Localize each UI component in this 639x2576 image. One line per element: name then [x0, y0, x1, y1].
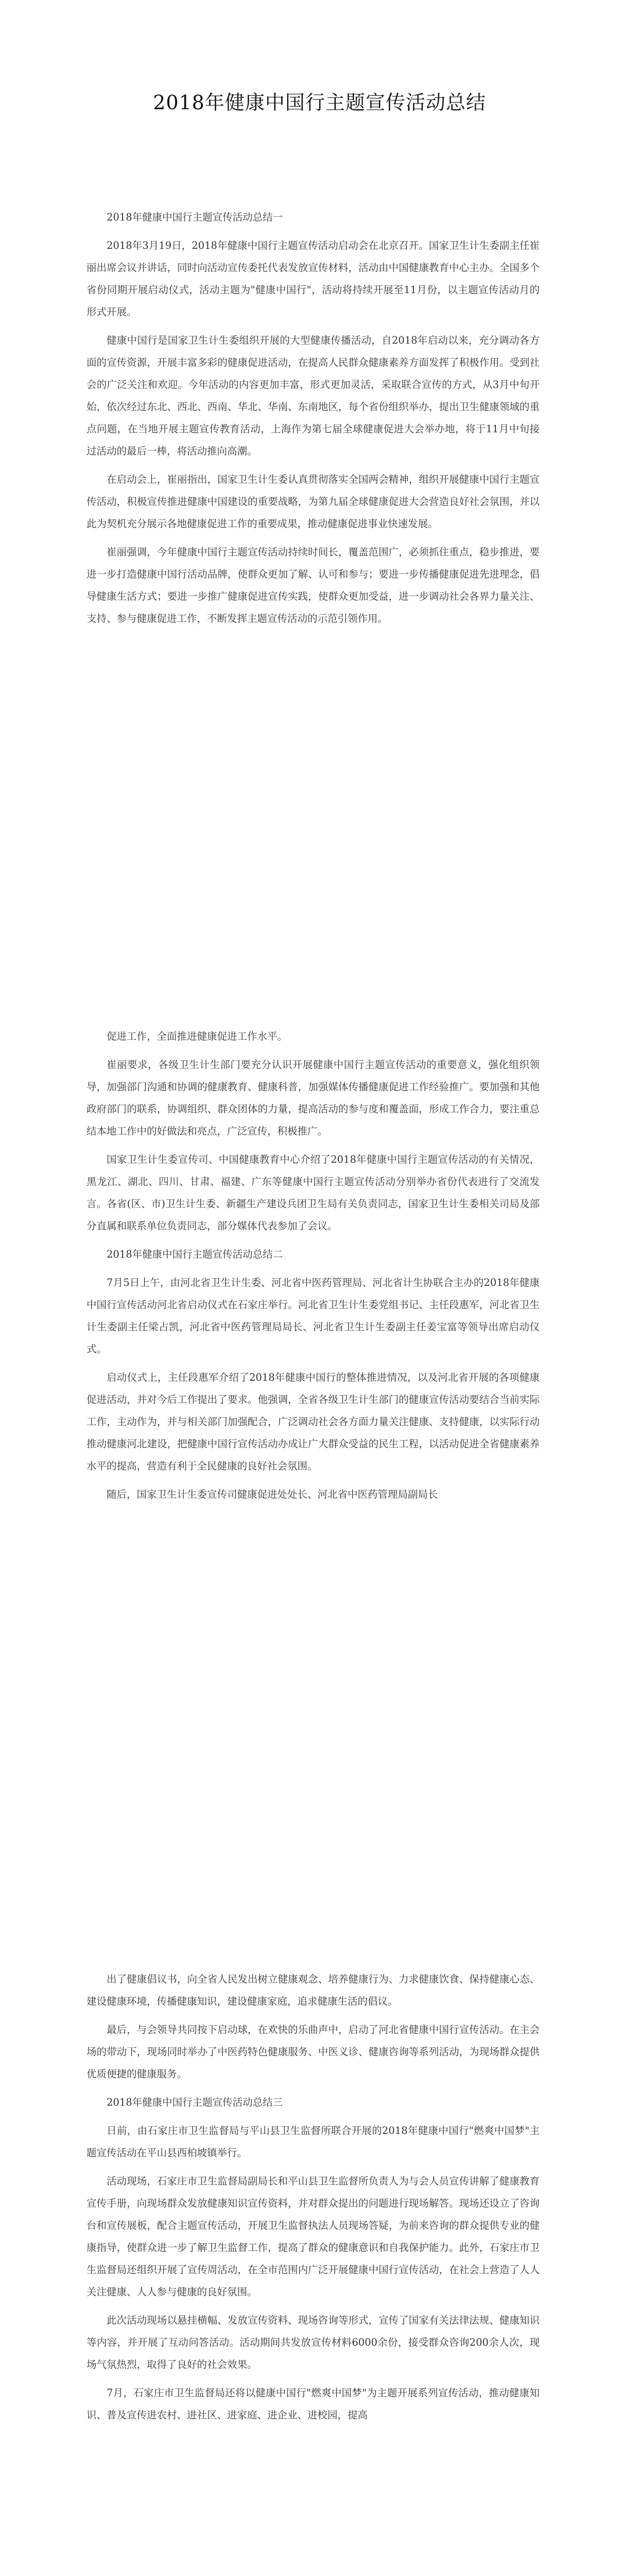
section-2-continued: [87, 1968, 540, 2432]
section-heading: 2018年健康中国行主题宣传活动总结一: [107, 211, 283, 223]
paragraph: 此次活动现场以悬挂横幅、发放宣传资料、现场咨询等形式，宣传了国家有关法律法规、健康知识等内容，并开展了互动问答活动。活动期间共发放宣传材料6000余份，接受群众咨询200余人次，现场气氛热烈，取得了良好的社会效果。: [87, 2314, 540, 2370]
paragraph: 国家卫生计生委宣传司、中国健康教育中心介绍了2018年健康中国行主题宣传活动的有关情况，黑龙江、湖北、四川、甘肃、福建、广东等健康中国行主题宣传活动分别举办省份代表进行了交流发言。各省(区、市)卫生计生委、新疆生产建设兵团卫生局有关负责同志，国家卫生计生委相关司局及部分直属和联系单位负责同志，部分媒体代表参加了会议。: [87, 1154, 540, 1232]
paragraph: 崔丽要求，各级卫生计生部门要充分认识开展健康中国行主题宣传活动的重要意义，强化组织领导，加强部门沟通和协调的健康教育、健康科普，加强媒体传播健康促进工作经验推广。要加强和其他政府部门的联系，协调组织、群众团体的力量，提高活动的参与度和覆盖面，形成工作合力，要注重总结本地工作中的好做法和亮点，广泛宣传，积极推广。: [87, 1059, 540, 1137]
paragraph: 启动仪式上，主任段惠军介绍了2018年健康中国行的整体推进情况，以及河北省开展的各项健康促进活动，并对今后工作提出了要求。他强调，全省各级卫生计生部门的健康宣传活动要结合当前实际工作，主动作为，并与相关部门加强配合，广泛调动社会各方面力量关注健康、支持健康，以实际行动推动健康河北建设，把健康中国行宣传活动办成让广大群众受益的民生工程，以活动促进全省健康素养水平的提高，营造有利于全民健康的良好社会氛围。: [87, 1371, 540, 1472]
paragraph: 7月5日上午，由河北省卫生计生委、河北省中医药管理局、河北省计生协联合主办的2018年健康中国行宣传活动河北省启动仪式在石家庄举行。河北省卫生计生委党组书记、主任段惠军，河北省卫生计生委副主任梁占凯，河北省中医药管理局局长、河北省卫生计生委副主任姜宝富等领导出席启动仪式。: [87, 1277, 540, 1355]
section-heading: 2018年健康中国行主题宣传活动总结三: [107, 2096, 283, 2108]
section-1-continued: [87, 1025, 540, 1512]
paragraph: 健康中国行是国家卫生计生委组织开展的大型健康传播活动，自2018年启动以来，充分调动各方面的宣传资源，开展丰富多彩的健康促进活动，在提高人民群众健康素养方面发挥了积极作用。受到社会的广泛关注和欢迎。今年活动的内容更加丰富，形式更加灵活，采取联合宣传的方式，从3月中旬开始，依次经过东北、西北、西南、华北、华南、东南地区，每个省份组织举办，提出卫生健康领域的重点问题，在当地开展主题宣传教育活动，上海作为第七届全球健康促进大会举办地，将于11月中旬接过活动的最后一棒，将活动推向高潮。: [87, 334, 540, 457]
paragraph: 日前，由石家庄市卫生监督局与平山县卫生监督所联合开展的2018年健康中国行"燃爽中国梦"主题宣传活动在平山县西柏坡镇举行。: [87, 2125, 540, 2159]
paragraph: 在启动会上，崔丽指出，国家卫生计生委认真贯彻落实全国两会精神，组织开展健康中国行主题宣传活动，积极宣传推进健康中国建设的重要战略，为第九届全球健康促进大会营造良好社会氛围，并以此为契机充分展示各地健康促进工作的重要成果，推动健康促进事业快速发展。: [87, 473, 540, 530]
paragraph: 活动现场，石家庄市卫生监督局副局长和平山县卫生监督所负责人为与会人员宣传讲解了健康教育宣传手册，向现场群众发放健康知识宣传资料，并对群众提出的问题进行现场解答。现场还设立了咨询台和宣传展板，配合主题宣传活动，开展卫生监督执法人员现场答疑，为前来咨询的群众提供专业的健康指导，使群众进一步了解卫生监督工作，提高了群众的健康意识和自我保护能力。此外，石家庄市卫生监督局还组织开展了宣传周活动，在全市范围内广泛开展健康中国行宣传活动，在社会上营造了人人关注健康、人人参与健康的良好氛围。: [87, 2175, 540, 2298]
section-1: [87, 206, 540, 636]
paragraph: 最后，与会领导共同按下启动球，在欢快的乐曲声中，启动了河北省健康中国行宣传活动。在主会场的带动下，现场同时举办了中医药特色健康服务、中医义诊、健康咨询等系列活动，为现场群众提供优质便捷的健康服务。: [87, 2024, 540, 2080]
paragraph: 随后，国家卫生计生委宣传司健康促进处处长、河北省中医药管理局副局长: [107, 1488, 438, 1500]
paragraph: 2018年3月19日，2018年健康中国行主题宣传活动启动会在北京召开。国家卫生计生委副主任崔丽出席会议并讲话，同时向活动宣传委托代表发放宣传材料，活动由中国健康教育中心主办。全国多个省份同期开展启动仪式，活动主题为"健康中国行"，活动将持续开展至11月份，以主题宣传活动月的形式开展。: [87, 240, 540, 318]
paragraph: 崔丽强调，今年健康中国行主题宣传活动持续时间长，覆盖范围广，必须抓住重点，稳步推进，要进一步打造健康中国行活动品牌，使群众更加了解、认可和参与；要进一步传播健康促进先进理念，倡导健康生活方式；要进一步推广健康促进宣传实践，使群众更加受益，进一步调动社会各界力量关注、支持、参与健康促进工作，不断发挥主题宣传活动的示范引领作用。: [87, 546, 540, 624]
page-title: 2018年健康中国行主题宣传活动总结: [153, 91, 486, 114]
paragraph: 促进工作，全面推进健康促进工作水平。: [107, 1030, 288, 1042]
paragraph: 7月，石家庄市卫生监督局还将以健康中国行"燃爽中国梦"为主题开展系列宣传活动，推动健康知识、普及宣传进农村、进社区、进家庭、进企业、进校园，提高: [87, 2387, 540, 2421]
paragraph: 出了健康倡议书，向全省人民发出树立健康观念、培养健康行为、力求健康饮食、保持健康心态、建设健康环境，传播健康知识，建设健康家庭，追求健康生活的倡议。: [87, 1973, 540, 2007]
section-heading: 2018年健康中国行主题宣传活动总结二: [107, 1248, 283, 1260]
